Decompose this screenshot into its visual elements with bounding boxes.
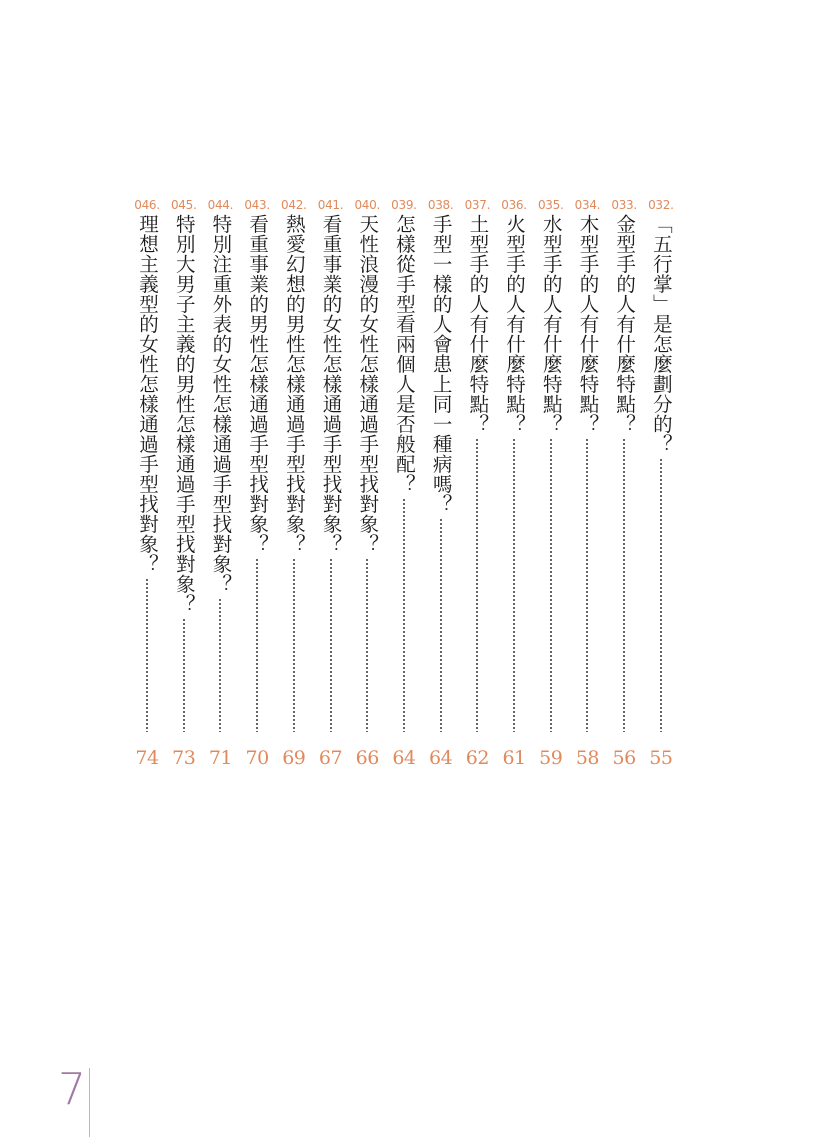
toc-entry-title[interactable]: 火型手的人有什麼特點？ [503,214,527,434]
dot-leader [146,578,148,732]
toc-entry-page: 73 [172,747,196,769]
toc-entry-number: 036. [501,198,527,212]
toc-entry-page: 61 [502,747,526,769]
toc-entry-title[interactable]: 土型手的人有什麼特點？ [466,214,490,434]
toc-entry-title[interactable]: 木型手的人有什麼特點？ [576,214,600,434]
toc-entry-title[interactable]: 看重事業的女性怎樣通過手型找對象？ [319,214,343,554]
toc-entry-number: 045. [170,198,197,212]
toc-entry[interactable] [316,196,346,776]
toc-entry-page: 56 [612,747,636,769]
dot-leader [586,438,588,732]
toc-entry[interactable] [279,196,309,776]
toc-entry-body [501,214,527,740]
toc-entry-page: 58 [575,747,600,769]
toc-entry-page: 55 [649,747,673,769]
toc-entry-title[interactable]: 理想主義型的女性怎樣通過手型找對象？ [136,214,159,574]
dot-leader [550,438,552,732]
toc-entry-page: 67 [318,747,343,769]
toc-entry-number: 033. [611,198,637,212]
toc-entry[interactable] [132,196,162,776]
toc-entry[interactable] [389,196,419,776]
toc-entry[interactable] [499,196,529,776]
toc-entry-page: 74 [135,747,159,769]
dot-leader [256,558,258,732]
dot-leader [513,438,515,732]
toc-entry-number: 032. [648,198,674,212]
toc-entry-body [244,214,270,740]
toc-entry-number: 043. [244,198,270,212]
toc-entry-title[interactable]: 熱愛幻想的男性怎樣通過手型找對象？ [282,214,306,554]
toc-entry-body [171,214,197,740]
toc-entry-number: 034. [574,198,601,212]
toc-entry-body [574,214,600,740]
dot-leader [183,618,185,732]
toc-entry-body [538,214,564,740]
toc-entry-page: 62 [465,747,489,769]
toc-entry-page: 70 [245,747,269,769]
toc-entry[interactable] [426,196,456,776]
dot-leader [623,438,625,732]
dot-leader [366,558,368,732]
toc-entry[interactable] [352,196,382,776]
toc-entry-number: 046. [134,198,160,212]
toc-entry[interactable] [205,196,235,776]
toc-entry-body [428,214,454,740]
toc-entry-title[interactable]: 怎樣從手型看兩個人是否般配？ [392,214,416,494]
toc-entry-number: 037. [464,198,491,212]
toc-entry-page: 66 [355,747,379,769]
toc-entry-title[interactable]: 天性浪漫的女性怎樣通過手型找對象？ [356,214,380,554]
toc-entry-body [611,214,637,740]
dot-leader [330,558,332,732]
dot-leader [476,438,478,732]
toc-entry-body [207,214,233,740]
toc-entry[interactable] [609,196,639,776]
page-number: 7 [58,1064,86,1115]
toc-entry[interactable] [169,196,199,776]
toc-entry-title[interactable]: 「五行掌」是怎麼劃分的？ [649,214,673,454]
page-number-divider [89,1068,90,1137]
dot-leader [440,518,442,732]
toc-entry-number: 039. [391,198,417,212]
toc-entry-number: 038. [427,198,454,212]
toc-entry-body [281,214,307,740]
toc-entry-number: 044. [207,198,234,212]
toc-entry-title[interactable]: 看重事業的男性怎樣通過手型找對象？ [246,214,270,554]
dot-leader [219,598,221,732]
toc-entry-title[interactable]: 手型一樣的人會患上同一種病嗎？ [429,214,453,514]
toc-entry-number: 041. [317,198,344,212]
toc-entry[interactable] [462,196,492,776]
toc-entry-body [464,214,490,740]
dot-leader [660,458,662,732]
toc-entry-body [354,214,380,740]
toc-entry[interactable] [242,196,272,776]
toc-entry-page: 64 [392,747,416,769]
toc-entry-title[interactable]: 金型手的人有什麼特點？ [613,214,637,434]
toc-entry-number: 035. [537,198,564,212]
toc-entry-title[interactable]: 特別注重外表的女性怎樣通過手型找對象？ [209,214,233,594]
toc-entry-title[interactable]: 水型手的人有什麼特點？ [539,214,563,434]
toc-entry-body [318,214,344,740]
toc-entry[interactable] [572,196,602,776]
toc-entry[interactable] [536,196,566,776]
toc-entry-body [648,214,674,740]
toc-entry-page: 59 [539,747,563,769]
table-of-contents [132,196,676,776]
toc-entry-number: 040. [354,198,380,212]
toc-entry[interactable] [646,196,676,776]
toc-entry-title[interactable]: 特別大男子主義的男性怎樣通過手型找對象？ [172,214,196,614]
toc-entry-page: 71 [208,747,232,769]
toc-entry-number: 042. [281,198,307,212]
toc-entry-page: 64 [429,747,453,769]
dot-leader [403,498,405,732]
toc-entry-body [134,214,160,740]
dot-leader [293,558,295,732]
toc-entry-body [391,214,417,740]
toc-entry-page: 69 [282,747,306,769]
